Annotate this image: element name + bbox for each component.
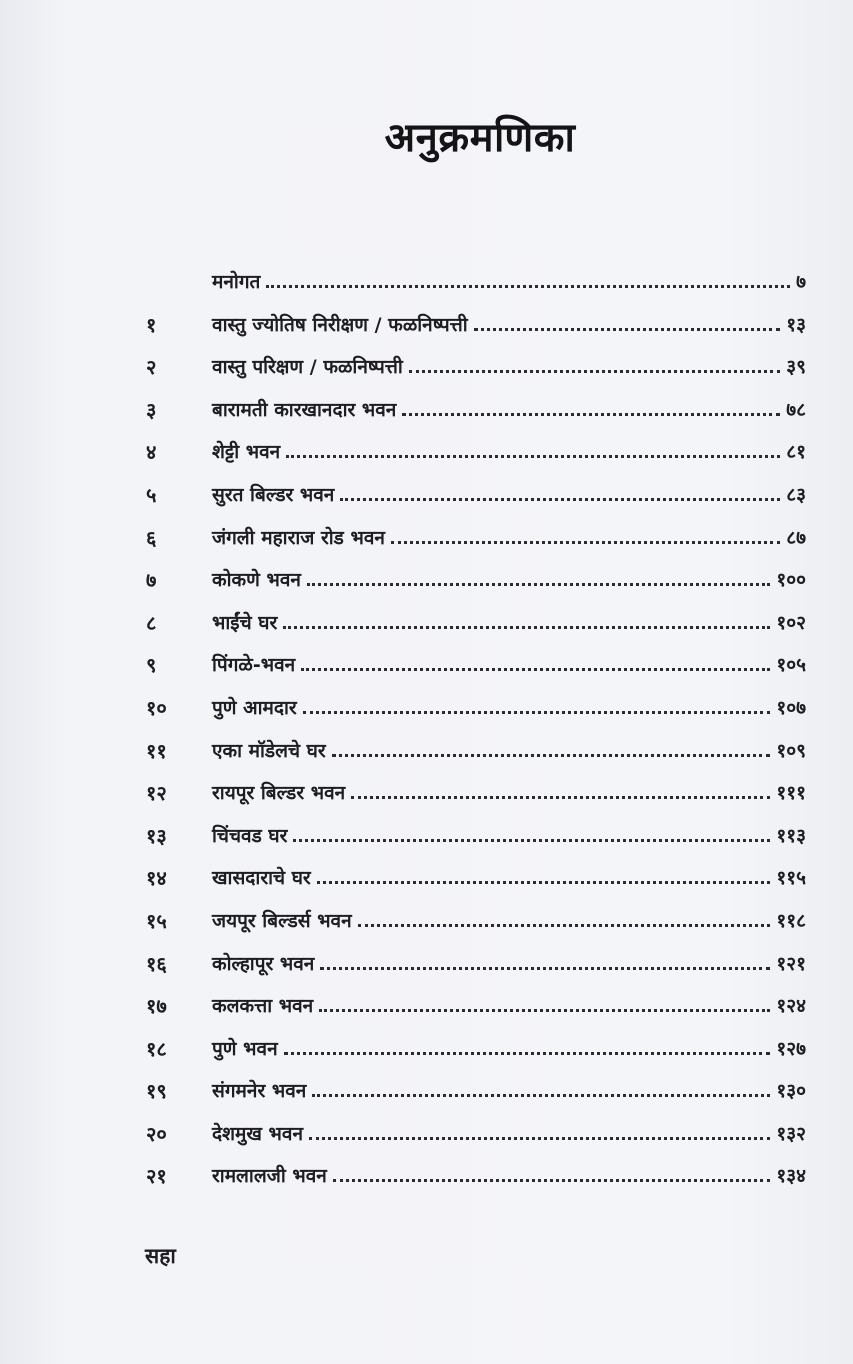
toc-entry-line [212,603,806,639]
dot-leader [303,711,771,714]
dot-leader [391,541,780,544]
toc-entry-number: १० [146,695,167,720]
page-footer-number: सहा [145,1244,176,1268]
toc-entry-title: खासदाराचे घर [212,867,311,890]
toc-entry [0,816,853,859]
toc-entry-page-number: ११८ [776,909,806,932]
toc-entry-page-number: ८३ [786,483,806,506]
toc-entry-page-number: ८१ [786,441,806,464]
toc-entry-page-number: १३४ [776,1165,806,1188]
toc-entry-line [212,1156,806,1192]
toc-entry-line [212,1071,806,1107]
dot-leader [286,455,780,458]
toc-entry-title: बारामती कारखानदार भवन [212,398,397,421]
toc-entry-title: जयपूर बिल्डर्स भवन [212,909,352,932]
toc-entry-title: सुरत बिल्डर भवन [212,483,335,506]
toc-entry-number: १४ [146,866,167,891]
dot-leader [293,839,770,842]
dot-leader [332,754,771,757]
toc-entry-title: वास्तु ज्योतिष निरीक्षण / फळनिष्पत्ती [212,313,468,336]
toc-entry [0,432,853,475]
toc-entry [0,1156,853,1199]
toc-entry [0,1114,853,1157]
toc-entry-number: २० [146,1121,167,1146]
dot-leader [309,1137,770,1140]
toc-entry-line [212,816,806,852]
toc-entry-page-number: १३० [776,1080,806,1103]
toc-entry-number: २ [146,355,157,380]
toc-entry-page-number: ८७ [786,526,806,549]
toc-entry [0,858,853,901]
dot-leader [340,498,780,501]
toc-entry [0,262,853,305]
toc-entry-line [212,688,806,724]
toc-entry-line [212,645,806,681]
toc-entry-line [212,1114,806,1150]
toc-entry-page-number: ७ [796,271,806,293]
dot-leader [358,924,771,927]
dot-leader [283,626,770,629]
toc-entry [0,901,853,944]
toc-entry-line [212,944,806,980]
toc-entry [0,1029,853,1072]
toc-entry-page-number: १२४ [776,995,806,1018]
toc-entry-page-number: १११ [776,782,806,805]
dot-leader [320,967,770,970]
toc-entry-page-number: १२१ [776,952,806,975]
toc-entry-title: एका मॉडेलचे घर [212,739,326,762]
toc-entry-line [212,518,806,554]
dot-leader [351,796,770,799]
toc-entry-number: १९ [146,1079,167,1104]
toc-entry-title: देशमुख भवन [212,1122,303,1145]
toc-entry [0,944,853,987]
toc-entry-title: रामलालजी भवन [212,1165,327,1188]
dot-leader [319,1009,770,1012]
toc-entry-page-number: १२७ [776,1037,806,1060]
toc-entry [0,731,853,774]
toc-entry-number: १ [146,312,157,337]
toc-entry-number: १७ [146,994,167,1019]
toc-entry [0,518,853,561]
dot-leader [301,668,770,671]
toc-entry-line [212,1029,806,1065]
toc-entry-title: कोकणे भवन [212,569,301,592]
toc-entry-page-number: १०७ [776,696,806,719]
toc-entry-number: ९ [146,653,157,678]
dot-leader [409,370,780,373]
toc-entry-page-number: १३ [786,313,806,336]
toc-entry-line [212,773,806,809]
toc-entry-number: ४ [146,440,157,465]
toc-entry-page-number: ११३ [776,824,806,847]
toc-entry-line [212,347,806,383]
toc-entry-title: पुणे भवन [212,1037,278,1060]
toc-entry-title: भाईंचे घर [212,611,278,634]
dot-leader [402,413,780,416]
toc-entry-title: चिंचवड घर [212,824,288,847]
toc-entry-number: ८ [146,610,157,635]
dot-leader [317,881,771,884]
toc-entry-title: कोल्हापूर भवन [212,952,315,975]
toc-entry-page-number: १३२ [776,1122,806,1145]
toc-entry-page-number: १०९ [776,739,806,762]
toc-entry-number: १३ [146,823,167,848]
toc-entry-page-number: ७८ [786,398,806,421]
toc-entry-line [212,305,806,341]
toc-entry-title: जंगली महाराज रोड भवन [212,526,385,549]
toc-entry-page-number: ११५ [776,867,806,890]
dot-leader [284,1052,771,1055]
toc-entry-title: शेट्टी भवन [212,441,281,464]
toc-entry-number: १८ [146,1036,167,1061]
toc-entry [0,603,853,646]
toc-entry-page-number: १०० [776,569,806,592]
toc-entry [0,305,853,348]
toc-entry-line [212,731,806,767]
toc-entry-title: कलकत्ता भवन [212,995,314,1018]
dot-leader [312,1094,770,1097]
dot-leader [474,328,781,331]
toc-entry-title: मनोगत [212,271,261,293]
toc-entry-number: ११ [146,738,167,763]
toc-entry-title: पुणे आमदार [212,696,297,719]
toc-entry-number: १२ [146,781,167,806]
toc-entry-number: ५ [146,482,157,507]
toc-entry-number: ३ [146,397,157,422]
toc-entry-line [212,262,806,298]
toc-entry [0,1071,853,1114]
toc-entry-page-number: १०२ [776,611,806,634]
toc-entry [0,390,853,433]
toc-entry [0,986,853,1029]
toc-entry-line [212,901,806,937]
toc-entry-page-number: १०५ [776,654,806,677]
toc-entry-line [212,986,806,1022]
toc-entry-number: २१ [146,1164,167,1189]
toc-entry-page-number: ३९ [786,356,806,379]
toc-entry-number: ७ [146,568,157,593]
toc-entry-title: रायपूर बिल्डर भवन [212,782,346,805]
toc-entry-line [212,432,806,468]
dot-leader [333,1179,771,1182]
page-title: अनुक्रमणिका [384,115,576,161]
table-of-contents [0,262,853,1199]
toc-entry [0,773,853,816]
toc-entry [0,688,853,731]
toc-entry-line [212,390,806,426]
toc-entry [0,475,853,518]
toc-entry-title: पिंगळे-भवन [212,654,296,677]
toc-entry [0,645,853,688]
toc-entry-title: संगमनेर भवन [212,1080,307,1103]
toc-entry-number: ६ [146,525,157,550]
toc-entry-line [212,475,806,511]
dot-leader [307,583,770,586]
toc-entry-line [212,858,806,894]
toc-entry-number: १६ [146,951,167,976]
toc-entry-title: वास्तु परिक्षण / फळनिष्पत्ती [212,356,403,379]
toc-entry [0,347,853,390]
toc-entry-line [212,560,806,596]
toc-entry [0,560,853,603]
dot-leader [266,285,790,288]
toc-entry-number: १५ [146,908,167,933]
